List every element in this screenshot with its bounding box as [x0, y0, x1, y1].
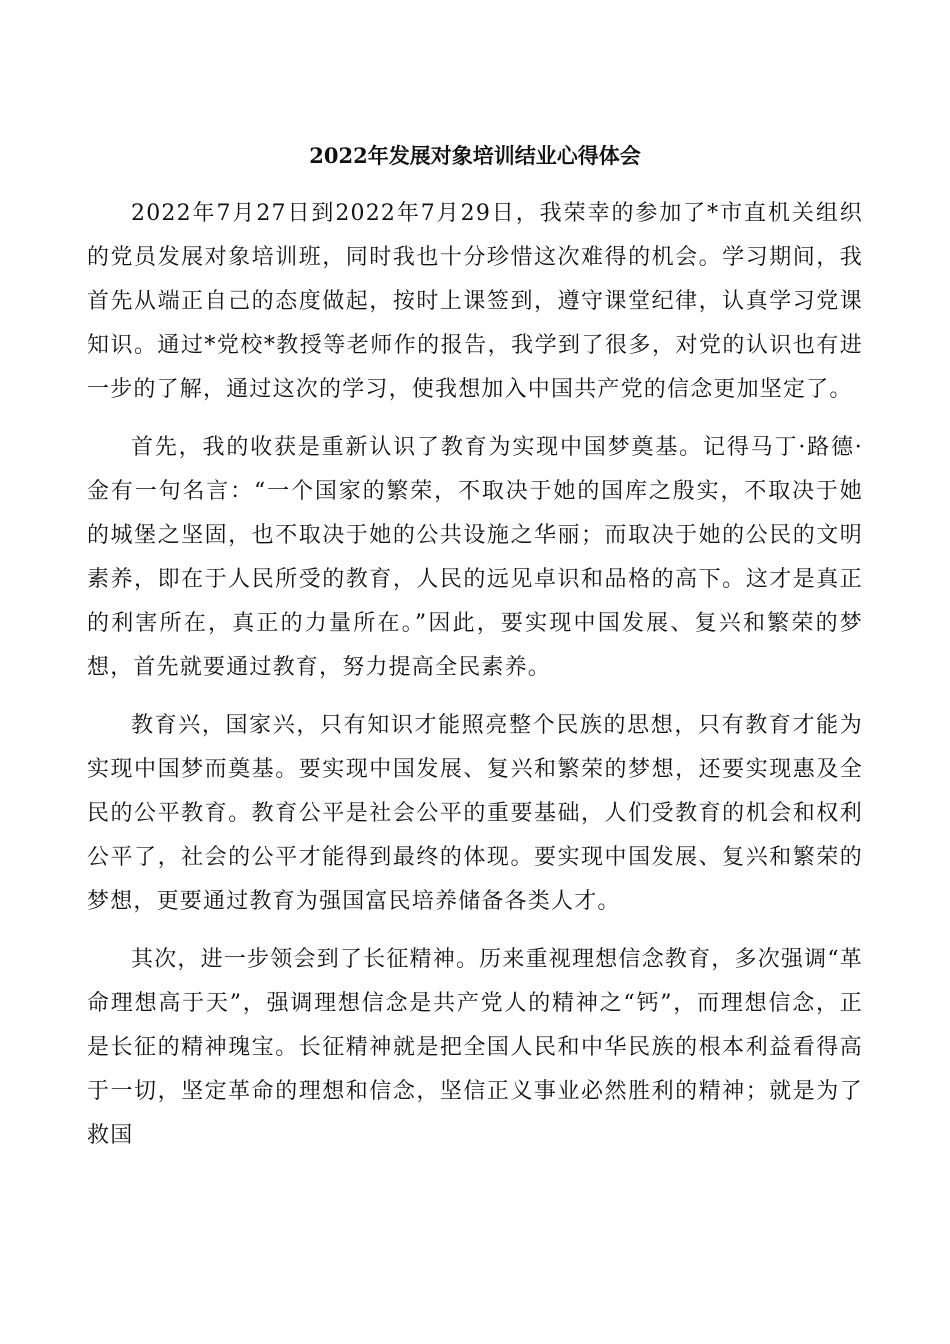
paragraph-2: 首先，我的收获是重新认识了教育为实现中国梦奠基。记得马丁·路德·金有一句名言：“一个国家的繁荣，不取决于她的国库之殷实，不取决于她的城堡之坚固，也不取决于她的公共设施之华丽；而取决于她的公民的文明素养，即在于人民所受的教育，人民的远见卓识和品格的高下。这才是真正的利害所在，真正的力量所在。”因此，要实现中国发展、复兴和繁荣的梦想，首先就要通过教育，努力提高全民素养。: [87, 435, 863, 680]
paragraph-3: 教育兴，国家兴，只有知识才能照亮整个民族的思想，只有教育才能为实现中国梦而奠基。要实现中国发展、复兴和繁荣的梦想，还要实现惠及全民的公平教育。教育公平是社会公平的重要基础，人们受教育的机会和权利公平了，社会的公平才能得到最终的体现。要实现中国发展、复兴和繁荣的梦想，更要通过教育为强国富民培养储备各类人才。: [87, 713, 863, 914]
document-body: [87, 192, 863, 1172]
document-title: 2022年发展对象培训结业心得体会: [309, 143, 641, 168]
paragraph-4: 其次，进一步领会到了长征精神。历来重视理想信念教育，多次强调“革命理想高于天”，强调理想信念是共产党人的精神之“钙”，而理想信念，正是长征的精神瑰宝。长征精神就是把全国人民和中华民族的根本利益看得高于一切，坚定革命的理想和信念，坚信正义事业必然胜利的精神；就是为了救国: [87, 947, 863, 1148]
paragraph-1: 2022年7月27日到2022年7月29日，我荣幸的参加了*市直机关组织的党员发展对象培训班，同时我也十分珍惜这次难得的机会。学习期间，我首先从端正自己的态度做起，按时上课签到，遵守课堂纪律，认真学习党课知识。通过*党校*教授等老师作的报告，我学到了很多，对党的认识也有进一步的了解，通过这次的学习，使我想加入中国共产党的信念更加坚定了。: [87, 201, 863, 402]
